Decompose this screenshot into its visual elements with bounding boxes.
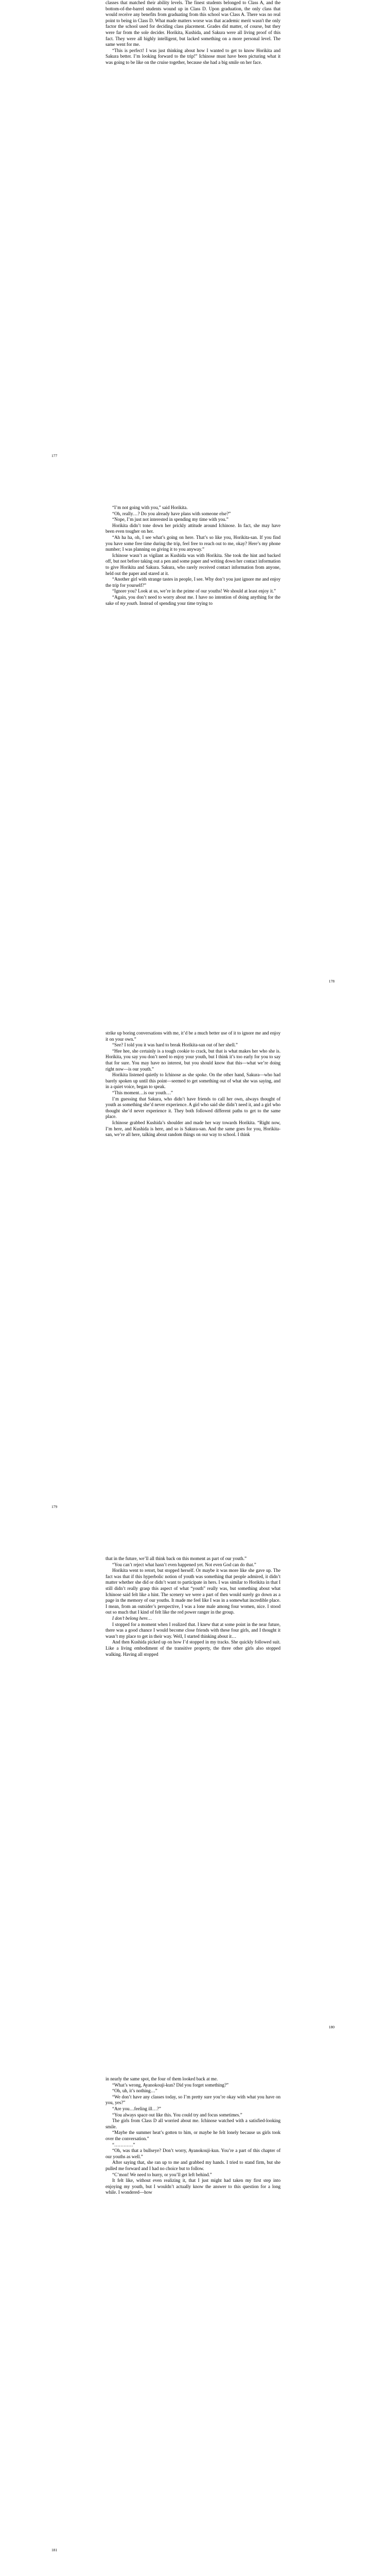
paragraph: Ichinose grabbed Kushida’s shoulder and made her way towards Horikita. “Right now, I’m here, and Kushida is here, and so is Sakura-san. And the same goes for you, Horikita-san, we’re all here, talking about random things on our way to school. I think	[106, 1120, 280, 1138]
paragraph: Horikita went to retort, but stopped herself. Or maybe it was more like she gave up. The fact was that if this hyperbolic notion of youth was something that people admired, it didn’t matter whether she did or didn’t want to participate in hers. I was similar to Horikita in that I still didn’t really grasp this aspect of what “youth” really was, but something about what Ichinose said felt like a hint. The scenery we were a part of then would surely go down as a page in the memory of our youths. It made me feel like I was in a somewhat incredible place. I mean, from an outsider’s perspective, I was a lone male among four women, nice. I stood out so much that I kind of felt like the red power ranger in the group.	[106, 1568, 280, 1615]
paragraph: Ichinose wasn’t as vigilant as Kushida was with Horikita. She took the hint and backed off, but not before taking out a pen and some paper and writing down her contact information to give Horikita and Sakura. Sakura, who rarely received contact information from anyone, held out the paper and stared at it.	[106, 552, 280, 576]
paragraph: “Ignore you? Look at us, we’re in the prime of our youths! We should at least enjoy it.”	[112, 588, 276, 594]
page-text-column	[106, 0, 280, 66]
page-text-column	[106, 2056, 280, 2196]
paragraph: “We don’t have any classes today, so I’m pretty sure you’re okay with what you have on you, yes?”	[106, 2094, 280, 2106]
paragraph: in nearly the same spot, the four of them looked back at me.	[106, 2076, 218, 2081]
paragraph: I stopped for a moment when I realized that. I knew that at some point in the near future, there was a good chance I would become close friends with these four girls, and I thought it wasn’t my place to get in their way. Well, I started thinking about it…	[106, 1621, 280, 1639]
paragraph: “Oh, really…? Do you already have plans with someone else?”	[112, 511, 231, 516]
book-page	[0, 1010, 386, 1535]
page-text-column	[106, 484, 280, 606]
paragraph: “Are you…feeling ill…?”	[112, 2106, 161, 2111]
paragraph: “Another girl with strange tastes in people, I see. Why don’t you just ignore me and enjoy the trip for yourself?”	[106, 577, 280, 588]
paragraph: After saying that, she ran up to me and grabbed my hands. I tried to stand firm, but she pulled me forward and I had no choice but to follow.	[106, 2160, 280, 2171]
paragraph: “You can’t reject what hasn’t even happened yet. Not even God can do that.”	[112, 1562, 256, 1567]
paragraph: The girls from Class D all worried about me. Ichinose watched with a satisfied-looking smile.	[106, 2118, 280, 2129]
paragraph: “Nope, I’m just not interested in spending my time with you.”	[112, 517, 229, 522]
paragraph: “C’mon! We need to hurry, or you’ll get left behind.”	[112, 2172, 212, 2177]
paragraph: that in the future, we’ll all think back on this moment as part of our youth.”	[106, 1556, 247, 1561]
page-number: 177	[51, 453, 58, 458]
paragraph: “Hee hee, she certainly is a tough cookie to crack, but that is what makes her who she is. Horikita, you say you don’t need to enjoy your youth, but I think it’s too early for you to say that for sure. You may have no interest, but you should know that this—what we’re doing right now—is our youth.”	[106, 1048, 280, 1072]
paragraph: “This is perfect! I was just thinking about how I wanted to get to know Horikita and Sakura better. I’m looking forward to the trip!” Ichinose must have been picturing what it was going to be like on the cruise together, because she had a big smile on her face.	[106, 47, 280, 65]
book-page	[0, 0, 386, 484]
paragraph: I’m guessing that Sakura, who didn’t have friends to call her own, always thought of youth as something she’d never experience. A girl who said she didn’t need it, and a girl who thought she’d never experience it. They both followed different paths to get to the same place.	[106, 1096, 280, 1120]
page-number: 181	[51, 2548, 58, 2552]
paragraph: Horikita listened quietly to Ichinose as she spoke. On the other hand, Sakura—who had barely spoken up until this point—seemed to get something out of what she was saying, and in a quiet voice, began to speak.	[106, 1072, 280, 1090]
paragraph: “…………”	[112, 2142, 135, 2147]
page-number: 179	[51, 1504, 58, 1509]
paragraph: “I’m not going with you,” said Horikita.	[112, 505, 188, 510]
paragraph: “This moment…is our youth…”	[112, 1090, 173, 1095]
paragraph: “See? I told you it was hard to break Horikita-san out of her shell.”	[112, 1042, 238, 1048]
book-page	[0, 484, 386, 1010]
paragraph: It felt like, without even realizing it, that I just might had taken my first step into enjoying my youth, but I wouldn’t actually know the answer to this question for a long while. I wondered—how	[106, 2178, 280, 2195]
paragraph: classes that matched their ability levels. The finest students belonged to Class A, and the bottom-of-the-barrel students wound up in Class D. Upon graduation, the only class that would receive any benefits from graduating from this school was Class A. There was no real point to being in Class D. What made matters worse was that academic merit wasn't the only factor the school used for deciding class placement. Grades did matter, of course, but they were far from the sole decider. Horikita, Kushida, and Sakura were all living proof of this fact. They were all highly intelligent, but lacked something on a more personal level. The same went for me.	[106, 0, 280, 47]
page-number: 178	[328, 979, 335, 984]
paragraph: “Maybe the summer heat’s gotten to him, or maybe he felt lonely because us girls took over the conversation.”	[106, 2130, 280, 2141]
book-page	[0, 2056, 386, 2576]
paragraph: “Again, you don’t need to worry about me. I have no intention of doing anything for the sake of my youth. Instead of spending your time trying to	[106, 594, 280, 606]
paragraph: “Oh, was that a bullseye? Don’t worry, Ayanokouji-kun. You’re a part of this chapter of our youths as well.”	[106, 2148, 280, 2159]
paragraph: “You always space out like this. You could try and focus sometimes.”	[112, 2112, 242, 2117]
paragraph: I don’t belong here…	[112, 1615, 152, 1621]
paragraph: Horikita didn’t tone down her prickly attitude around Ichinose. In fact, she may have been even tougher on her.	[106, 522, 280, 534]
paragraph: “Oh, uh, it’s nothing…”	[112, 2088, 157, 2094]
paragraph: “What’s wrong, Ayanokouji-kun? Did you forget something?”	[112, 2082, 229, 2088]
paragraph: strike up boring conversations with me, it’d be a much better use of it to ignore me and enjoy it on your own.”	[106, 1030, 280, 1042]
book-page	[0, 1535, 386, 2056]
page-text-column	[106, 1010, 280, 1138]
page-text-column	[106, 1535, 280, 1657]
page-number: 180	[328, 2025, 335, 2029]
paragraph: “Ah ha ha, oh, I see what’s going on here. That’s so like you, Horikita-san. If you find you have some free time during the trip, feel free to reach out to me, okay? Here’s my phone number; I was planning on giving it to you anyway.”	[106, 534, 280, 552]
paragraph: And then Kushida picked up on how I’d stopped in my tracks. She quickly followed suit. Like a living embodiment of the transitive property, the three other girls also stopped walking. Having all stopped	[106, 1639, 280, 1657]
